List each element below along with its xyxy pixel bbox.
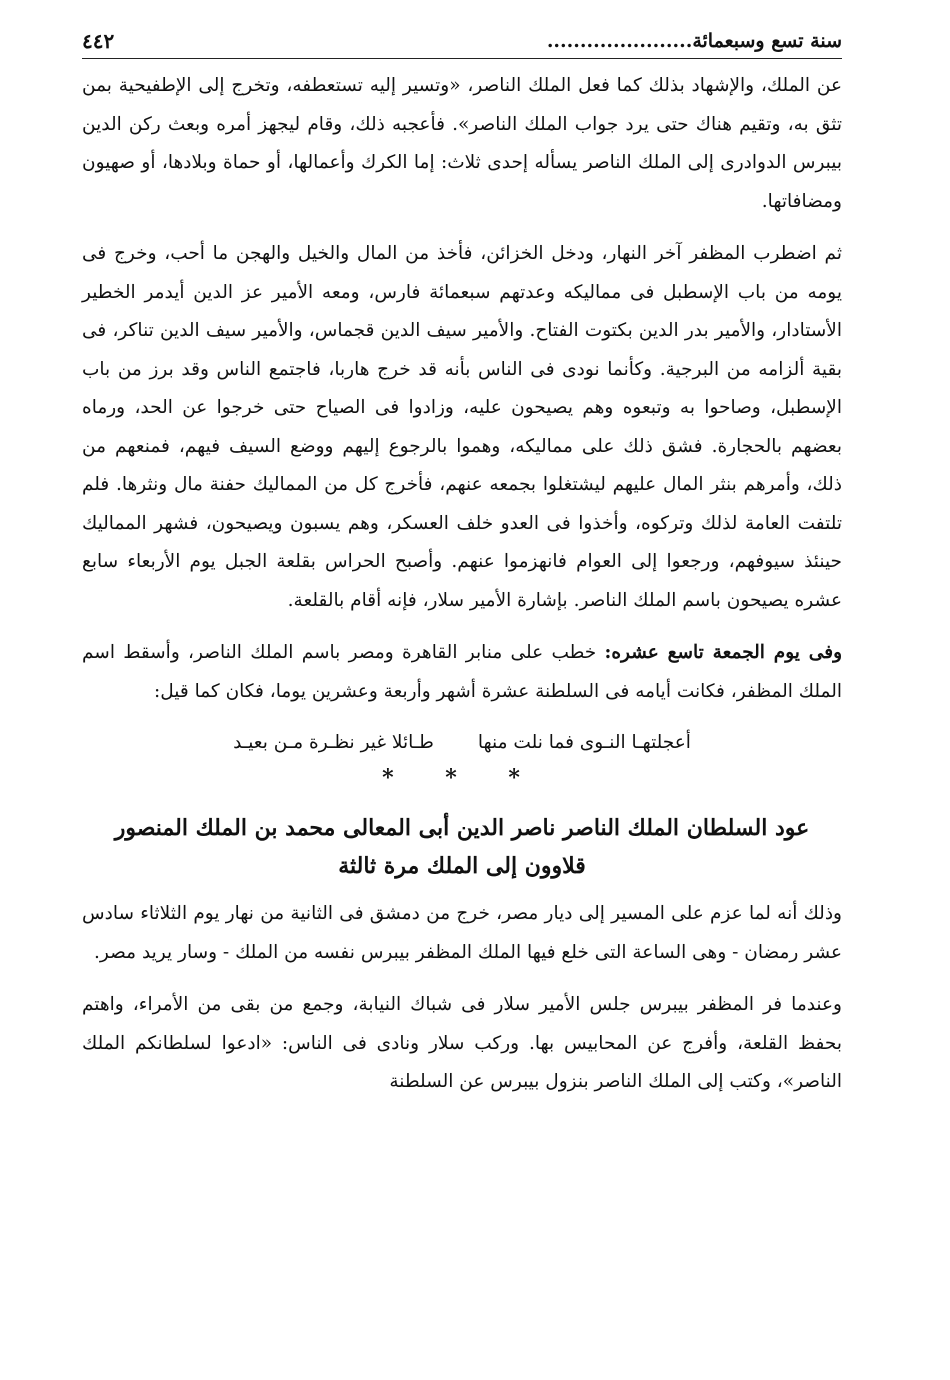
poem-first-hemistich: أعجلتهـا النـوى فما نلت منها	[477, 732, 691, 753]
page-header	[82, 28, 842, 59]
paragraph-text: وعندما فر المظفر بيبرس جلس الأمير سلار فى شباك النيابة، وجمع من بقى من الأمراء، واهتم بحفظ القلعة، وأفرج عن المحابيس بها. وركب سلار ونادى فى الناس: «ادعوا لسلطانكم الملك الناصر»، وكتب إلى الملك الناصر بنزول بيبرس عن السلطنة	[82, 994, 842, 1092]
running-title: سنة تسع وسبعمائة......................	[546, 30, 842, 52]
paragraph-5	[82, 986, 842, 1102]
paragraph-body: خطب على منابر القاهرة ومصر باسم الملك الناصر، وأسقط اسم الملك المظفر، فكانت أيامه فى السلطنة عشرة أشهر وأربعة وعشرين يوما، فكان كما قيل:	[82, 642, 842, 702]
book-page	[82, 28, 842, 1102]
section-separator: * * *	[382, 765, 542, 791]
page-number: ٤٤٢	[82, 29, 115, 53]
paragraph-1	[82, 67, 842, 221]
poem-second-hemistich: طـائلا غير نظـرة مـن بعيـد	[233, 732, 434, 753]
poem-verse	[82, 725, 842, 761]
paragraph-text: وذلك أنه لما عزم على المسير إلى ديار مصر، خرج من دمشق فى الثانية من نهار يوم الثلاثاء سادس عشر رمضان - وهى الساعة التى خلع فيها الملك المظفر بيبرس نفسه من الملك - وسار يريد مصر.	[82, 903, 842, 963]
paragraph-text	[82, 634, 842, 711]
paragraph-text: عن الملك، والإشهاد بذلك كما فعل الملك الناصر، «وتسير إليه تستعطفه، وتخرج إلى الإطفيحية بمن تثق به، وتقيم هناك حتى يرد جواب الملك الناصر». فأعجبه ذلك، وقام ليجهز أمره وبعث ركن الدين بيبرس الدوادرى إلى الملك الناصر يسأله إحدى ثلاث: إما الكرك وأعمالها، أو حماة وبلادها، أو صهيون ومضافاتها.	[82, 75, 842, 212]
section-title-line-1: عود السلطان الملك الناصر ناصر الدين أبى المعالى محمد بن الملك المنصور	[114, 815, 810, 841]
section-title-line-2: قلاوون إلى الملك مرة ثالثة	[338, 853, 586, 879]
paragraph-3	[82, 634, 842, 711]
paragraph-2	[82, 235, 842, 620]
section-title	[82, 809, 842, 885]
paragraph-lead: وفى يوم الجمعة تاسع عشره:	[604, 642, 843, 663]
paragraph-4	[82, 895, 842, 972]
paragraph-text: ثم اضطرب المظفر آخر النهار، ودخل الخزائن، فأخذ من المال والخيل والهجن ما أحب، وخرج فى يومه من باب الإسطبل فى مماليكه وعدتهم سبعمائة فارس، ومعه الأمير عز الدين أيدمر الخطير الأستادار، والأمير بدر الدين بكتوت الفتاح. والأمير سيف الدين قجماس، والأمير سيف الدين تناكر، فى بقية ألزامه من البرجية. وكأنما نودى فى الناس بأنه قد خرج هاربا، فاجتمع الناس وقد برز من باب الإسطبل، وصاحوا به وتبعوه وهم يصيحون عليه، وزادوا فى الصياح حتى خرجوا عن الحد، ورماه بعضهم بالحجارة. فشق ذلك على مماليكه، وهموا بالرجوع إليهم ووضع السيف فيهم، فمنعهم من ذلك، وأمرهم بنثر المال عليهم ليشتغلوا بجمعه عنهم، فأخرج كل من المماليك حفنة مال ونثرها. فلم تلتفت العامة لذلك وتركوه، وأخذوا فى العدو خلف العسكر، وهم يسبون ويصيحون، فشهر المماليك حينئذ سيوفهم، ورجعوا إلى العوام فانهزموا عنهم. وأصبح الحراس بقلعة الجبل يوم الأربعاء سابع عشره يصيحون باسم الملك الناصر. بإشارة الأمير سلار، فإنه أقام بالقلعة.	[82, 243, 843, 611]
